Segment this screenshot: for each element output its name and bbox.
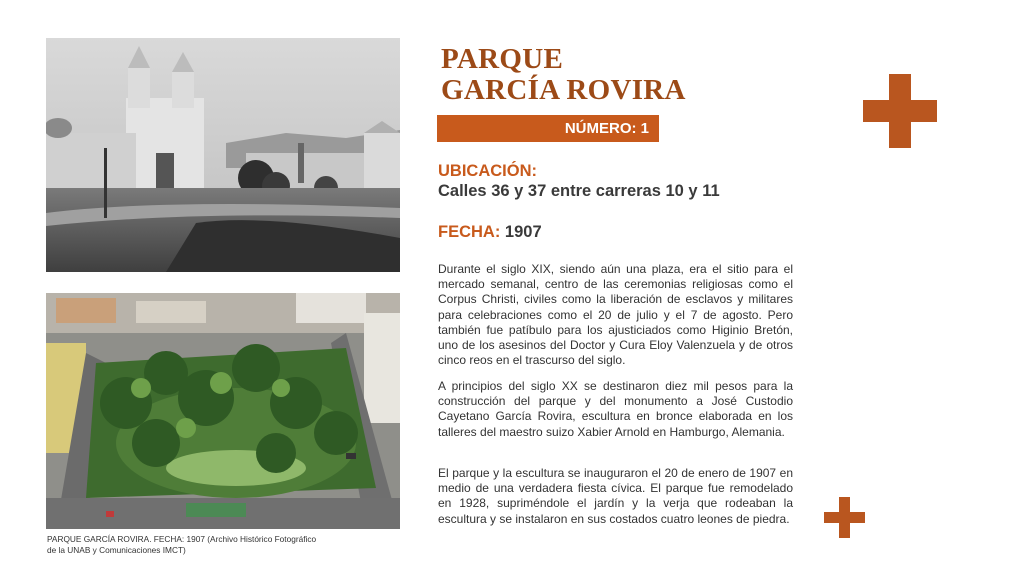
paragraph-1: Durante el siglo XIX, siendo aún una plaza, era el sitio para el mercado semanal, centro de las ceremonias religiosas como el Corpus Christi, civiles como la liberación de esclavos y militares para celebraciones como el 20 de julio y el 7 de agosto. Pero también fue patíbulo para los ajusticiados como Higinio Bretón, uno de los asesinos del Doctor y Cura Eloy Valenzuela y de otros cinco reos en el trascurso del siglo.: [438, 262, 793, 368]
photo-caption: [47, 534, 367, 556]
caption-line-2: de la UNAB y Comunicaciones IMCT): [47, 545, 186, 555]
number-badge: NÚMERO: 1: [437, 115, 659, 142]
location-label: UBICACIÓN:: [438, 162, 537, 180]
paragraph-2: A principios del siglo XX se destinaron diez mil pesos para la construcción del parque y del monumento a José Custodio Cayetano García Rovira, escultura en bronce elaborada en los talleres del maestro suizo Xabier Arnold en Hamburgo, Alemania.: [438, 379, 793, 439]
plus-cross-icon: [863, 74, 937, 148]
date-value: 1907: [504, 223, 542, 241]
location-value: Calles 36 y 37 entre carreras 10 y 11: [438, 182, 720, 200]
title-line-1: PARQUE: [441, 43, 564, 75]
date-row: [438, 223, 542, 242]
aerial-photo: [46, 293, 400, 529]
date-label: FECHA:: [438, 223, 501, 241]
title-line-2: GARCÍA ROVIRA: [441, 74, 686, 106]
historic-photo: [46, 38, 400, 272]
plus-cross-small-icon: [824, 497, 865, 538]
page-title: [441, 44, 686, 106]
paragraph-3: El parque y la escultura se inauguraron el 20 de enero de 1907 en medio de una verdadera fiesta cívica. El parque fue remodelado en 1928, supriméndole el jardín y la verja que rodeaban la escultura y se instalaron en sus costados cuatro leones de piedra.: [438, 466, 793, 526]
caption-line-1: PARQUE GARCÍA ROVIRA. FECHA: 1907 (Archivo Histórico Fotográfico: [47, 534, 317, 544]
